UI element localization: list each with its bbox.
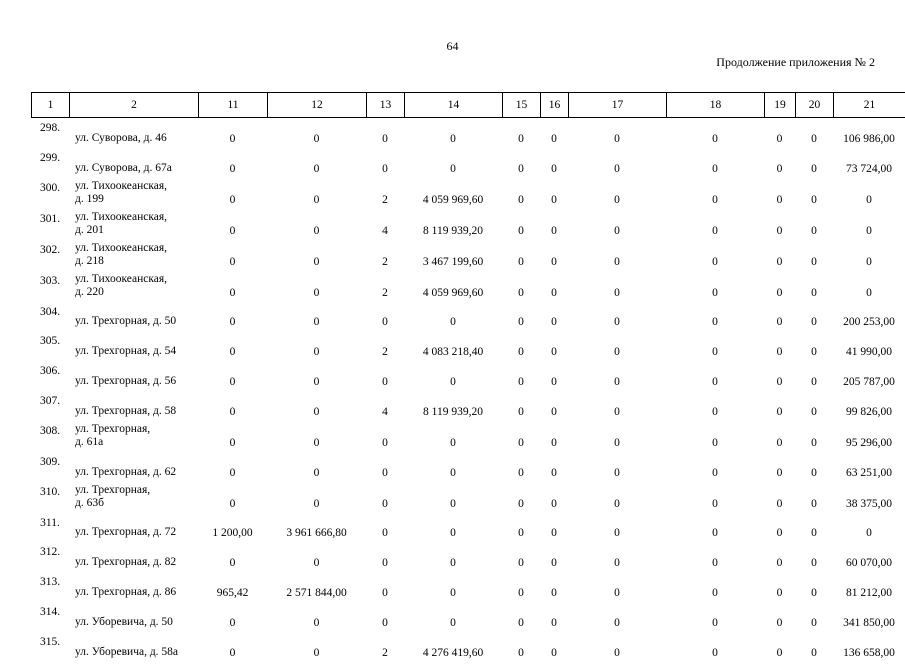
value-cell-14: 8 119 939,20 <box>404 211 502 242</box>
value-cell-11: 0 <box>198 273 267 304</box>
column-header: 20 <box>796 93 834 118</box>
value-cell-13: 2 <box>366 333 404 363</box>
value-cell-18: 0 <box>666 211 764 242</box>
value-cell-16: 0 <box>540 423 568 454</box>
address-cell <box>69 211 198 242</box>
table-row <box>31 393 905 423</box>
value-cell-17: 0 <box>568 273 666 304</box>
value-cell-15: 0 <box>502 574 540 604</box>
value-cell-19: 0 <box>764 273 795 304</box>
value-cell-15: 0 <box>502 604 540 634</box>
value-cell-13: 2 <box>366 180 404 211</box>
address-cell <box>69 515 198 545</box>
value-cell-15: 0 <box>502 120 540 150</box>
value-cell-17: 0 <box>568 180 666 211</box>
value-cell-14: 0 <box>404 574 502 604</box>
value-cell-13: 0 <box>366 120 404 150</box>
table-row <box>31 634 905 664</box>
value-cell-16: 0 <box>540 333 568 363</box>
document-subtitle: Продолжение приложения № 2 <box>716 55 875 70</box>
value-cell-19: 0 <box>764 180 795 211</box>
value-cell-11: 0 <box>198 211 267 242</box>
value-cell-13: 0 <box>366 515 404 545</box>
value-cell-16: 0 <box>540 544 568 574</box>
row-number: 312. <box>31 544 69 574</box>
value-cell-19: 0 <box>764 423 795 454</box>
value-cell-15: 0 <box>502 423 540 454</box>
address-line: д. 201 <box>75 224 198 237</box>
address-line: ул. Тихоокеанская, <box>75 273 198 286</box>
value-cell-21: 95 296,00 <box>833 423 905 454</box>
value-cell-19: 0 <box>764 574 795 604</box>
value-cell-13: 4 <box>366 393 404 423</box>
table-row <box>31 211 905 242</box>
row-number: 298. <box>31 120 69 150</box>
value-cell-12: 0 <box>267 604 366 634</box>
address-line: ул. Уборевича, д. 50 <box>75 616 198 629</box>
value-cell-14: 0 <box>404 363 502 393</box>
address-line: ул. Трехгорная, д. 72 <box>75 526 198 539</box>
value-cell-13: 2 <box>366 242 404 273</box>
value-cell-13: 0 <box>366 454 404 484</box>
address-line: д. 61а <box>75 436 198 449</box>
value-cell-21: 73 724,00 <box>833 150 905 180</box>
value-cell-21: 41 990,00 <box>833 333 905 363</box>
column-header: 15 <box>503 93 541 118</box>
row-number: 305. <box>31 333 69 363</box>
value-cell-15: 0 <box>502 304 540 334</box>
column-header: 18 <box>667 93 765 118</box>
address-cell <box>69 180 198 211</box>
value-cell-18: 0 <box>666 363 764 393</box>
address-line: д. 218 <box>75 255 198 268</box>
value-cell-17: 0 <box>568 484 666 515</box>
address-cell <box>69 273 198 304</box>
value-cell-12: 0 <box>267 393 366 423</box>
value-cell-21: 0 <box>833 211 905 242</box>
address-line: ул. Трехгорная, д. 86 <box>75 586 198 599</box>
value-cell-15: 0 <box>502 515 540 545</box>
value-cell-15: 0 <box>502 242 540 273</box>
value-cell-12: 0 <box>267 423 366 454</box>
value-cell-15: 0 <box>502 544 540 574</box>
value-cell-19: 0 <box>764 363 795 393</box>
value-cell-11: 0 <box>198 180 267 211</box>
value-cell-19: 0 <box>764 604 795 634</box>
header-row <box>32 93 905 118</box>
value-cell-14: 4 083 218,40 <box>404 333 502 363</box>
value-cell-21: 0 <box>833 273 905 304</box>
value-cell-15: 0 <box>502 333 540 363</box>
address-cell <box>69 393 198 423</box>
value-cell-13: 2 <box>366 273 404 304</box>
value-cell-18: 0 <box>666 120 764 150</box>
value-cell-16: 0 <box>540 120 568 150</box>
value-cell-15: 0 <box>502 273 540 304</box>
value-cell-18: 0 <box>666 423 764 454</box>
address-cell <box>69 423 198 454</box>
value-cell-17: 0 <box>568 211 666 242</box>
value-cell-17: 0 <box>568 242 666 273</box>
value-cell-12: 3 961 666,80 <box>267 515 366 545</box>
address-line: ул. Трехгорная, д. 54 <box>75 345 198 358</box>
address-line: ул. Тихоокеанская, <box>75 180 198 193</box>
value-cell-20: 0 <box>795 423 833 454</box>
value-cell-16: 0 <box>540 211 568 242</box>
value-cell-16: 0 <box>540 604 568 634</box>
value-cell-14: 0 <box>404 484 502 515</box>
value-cell-13: 4 <box>366 211 404 242</box>
value-cell-16: 0 <box>540 454 568 484</box>
row-number: 302. <box>31 242 69 273</box>
address-cell <box>69 574 198 604</box>
table-row <box>31 273 905 304</box>
value-cell-21: 106 986,00 <box>833 120 905 150</box>
value-cell-17: 0 <box>568 393 666 423</box>
row-number: 303. <box>31 273 69 304</box>
value-cell-12: 2 571 844,00 <box>267 574 366 604</box>
address-cell <box>69 120 198 150</box>
value-cell-12: 0 <box>267 120 366 150</box>
value-cell-12: 0 <box>267 454 366 484</box>
row-number: 300. <box>31 180 69 211</box>
value-cell-18: 0 <box>666 304 764 334</box>
row-number: 304. <box>31 304 69 334</box>
column-header: 11 <box>199 93 268 118</box>
value-cell-11: 0 <box>198 393 267 423</box>
address-line: ул. Трехгорная, д. 56 <box>75 375 198 388</box>
value-cell-14: 0 <box>404 544 502 574</box>
value-cell-15: 0 <box>502 393 540 423</box>
value-cell-17: 0 <box>568 363 666 393</box>
address-line: ул. Тихоокеанская, <box>75 211 198 224</box>
value-cell-13: 0 <box>366 423 404 454</box>
value-cell-11: 0 <box>198 484 267 515</box>
address-line: ул. Трехгорная, <box>75 484 198 497</box>
table-row <box>31 120 905 150</box>
value-cell-18: 0 <box>666 604 764 634</box>
value-cell-17: 0 <box>568 574 666 604</box>
address-cell <box>69 150 198 180</box>
table-body <box>31 120 905 664</box>
column-header: 12 <box>268 93 367 118</box>
value-cell-21: 341 850,00 <box>833 604 905 634</box>
value-cell-12: 0 <box>267 634 366 664</box>
value-cell-15: 0 <box>502 634 540 664</box>
value-cell-15: 0 <box>502 484 540 515</box>
column-header: 14 <box>405 93 503 118</box>
value-cell-14: 0 <box>404 604 502 634</box>
table-row <box>31 304 905 334</box>
value-cell-15: 0 <box>502 363 540 393</box>
value-cell-18: 0 <box>666 515 764 545</box>
value-cell-11: 0 <box>198 423 267 454</box>
table-row <box>31 484 905 515</box>
value-cell-20: 0 <box>795 242 833 273</box>
value-cell-20: 0 <box>795 454 833 484</box>
row-number: 309. <box>31 454 69 484</box>
value-cell-21: 38 375,00 <box>833 484 905 515</box>
value-cell-13: 0 <box>366 363 404 393</box>
value-cell-11: 0 <box>198 304 267 334</box>
value-cell-17: 0 <box>568 423 666 454</box>
address-line: д. 220 <box>75 286 198 299</box>
table-row <box>31 574 905 604</box>
value-cell-20: 0 <box>795 574 833 604</box>
value-cell-18: 0 <box>666 393 764 423</box>
column-header: 17 <box>569 93 667 118</box>
value-cell-19: 0 <box>764 120 795 150</box>
value-cell-14: 4 059 969,60 <box>404 273 502 304</box>
table-row <box>31 544 905 574</box>
value-cell-14: 0 <box>404 423 502 454</box>
value-cell-18: 0 <box>666 484 764 515</box>
value-cell-21: 136 658,00 <box>833 634 905 664</box>
value-cell-13: 0 <box>366 150 404 180</box>
address-line: д. 63б <box>75 497 198 510</box>
value-cell-14: 0 <box>404 515 502 545</box>
value-cell-17: 0 <box>568 515 666 545</box>
address-cell <box>69 604 198 634</box>
value-cell-19: 0 <box>764 515 795 545</box>
value-cell-15: 0 <box>502 180 540 211</box>
value-cell-20: 0 <box>795 120 833 150</box>
table-row <box>31 454 905 484</box>
value-cell-14: 0 <box>404 304 502 334</box>
value-cell-13: 2 <box>366 634 404 664</box>
table-row <box>31 515 905 545</box>
page-number: 64 <box>0 39 905 54</box>
value-cell-20: 0 <box>795 604 833 634</box>
value-cell-16: 0 <box>540 634 568 664</box>
address-cell <box>69 544 198 574</box>
value-cell-14: 8 119 939,20 <box>404 393 502 423</box>
value-cell-20: 0 <box>795 273 833 304</box>
value-cell-21: 205 787,00 <box>833 363 905 393</box>
value-cell-11: 0 <box>198 604 267 634</box>
value-cell-17: 0 <box>568 544 666 574</box>
value-cell-11: 0 <box>198 363 267 393</box>
value-cell-15: 0 <box>502 150 540 180</box>
value-cell-12: 0 <box>267 211 366 242</box>
column-header: 2 <box>70 93 199 118</box>
address-cell <box>69 634 198 664</box>
value-cell-18: 0 <box>666 544 764 574</box>
value-cell-11: 0 <box>198 634 267 664</box>
value-cell-19: 0 <box>764 333 795 363</box>
column-header: 1 <box>32 93 70 118</box>
row-number: 299. <box>31 150 69 180</box>
table-row <box>31 150 905 180</box>
value-cell-17: 0 <box>568 333 666 363</box>
value-cell-14: 0 <box>404 120 502 150</box>
value-cell-18: 0 <box>666 454 764 484</box>
value-cell-20: 0 <box>795 333 833 363</box>
row-number: 315. <box>31 634 69 664</box>
value-cell-18: 0 <box>666 333 764 363</box>
value-cell-16: 0 <box>540 515 568 545</box>
value-cell-20: 0 <box>795 393 833 423</box>
value-cell-13: 0 <box>366 304 404 334</box>
value-cell-19: 0 <box>764 484 795 515</box>
value-cell-12: 0 <box>267 544 366 574</box>
address-cell <box>69 363 198 393</box>
value-cell-21: 0 <box>833 515 905 545</box>
value-cell-16: 0 <box>540 150 568 180</box>
value-cell-11: 0 <box>198 454 267 484</box>
address-cell <box>69 304 198 334</box>
address-line: ул. Трехгорная, <box>75 423 198 436</box>
value-cell-17: 0 <box>568 150 666 180</box>
value-cell-12: 0 <box>267 150 366 180</box>
value-cell-20: 0 <box>795 150 833 180</box>
value-cell-12: 0 <box>267 304 366 334</box>
value-cell-20: 0 <box>795 544 833 574</box>
value-cell-13: 0 <box>366 574 404 604</box>
value-cell-17: 0 <box>568 304 666 334</box>
address-line: ул. Суворова, д. 46 <box>75 132 198 145</box>
value-cell-11: 0 <box>198 333 267 363</box>
address-line: ул. Трехгорная, д. 50 <box>75 315 198 328</box>
row-number: 307. <box>31 393 69 423</box>
value-cell-15: 0 <box>502 211 540 242</box>
value-cell-21: 99 826,00 <box>833 393 905 423</box>
value-cell-12: 0 <box>267 180 366 211</box>
value-cell-16: 0 <box>540 484 568 515</box>
value-cell-11: 965,42 <box>198 574 267 604</box>
value-cell-18: 0 <box>666 634 764 664</box>
address-line: д. 199 <box>75 193 198 206</box>
value-cell-16: 0 <box>540 180 568 211</box>
value-cell-11: 0 <box>198 120 267 150</box>
value-cell-17: 0 <box>568 454 666 484</box>
table-row <box>31 363 905 393</box>
table-row <box>31 423 905 454</box>
value-cell-19: 0 <box>764 544 795 574</box>
value-cell-21: 81 212,00 <box>833 574 905 604</box>
value-cell-17: 0 <box>568 604 666 634</box>
row-number: 308. <box>31 423 69 454</box>
table-row <box>31 242 905 273</box>
value-cell-20: 0 <box>795 211 833 242</box>
value-cell-18: 0 <box>666 242 764 273</box>
value-cell-17: 0 <box>568 120 666 150</box>
value-cell-16: 0 <box>540 393 568 423</box>
value-cell-19: 0 <box>764 211 795 242</box>
value-cell-16: 0 <box>540 363 568 393</box>
value-cell-17: 0 <box>568 634 666 664</box>
data-table <box>31 120 905 664</box>
value-cell-11: 0 <box>198 242 267 273</box>
value-cell-21: 0 <box>833 242 905 273</box>
row-number: 306. <box>31 363 69 393</box>
value-cell-21: 63 251,00 <box>833 454 905 484</box>
table-row <box>31 333 905 363</box>
value-cell-19: 0 <box>764 150 795 180</box>
value-cell-19: 0 <box>764 393 795 423</box>
value-cell-14: 0 <box>404 150 502 180</box>
column-header: 21 <box>834 93 905 118</box>
value-cell-14: 4 059 969,60 <box>404 180 502 211</box>
table-row <box>31 604 905 634</box>
value-cell-12: 0 <box>267 273 366 304</box>
value-cell-14: 0 <box>404 454 502 484</box>
address-line: ул. Трехгорная, д. 82 <box>75 556 198 569</box>
column-number-header <box>31 92 905 118</box>
value-cell-12: 0 <box>267 242 366 273</box>
address-cell <box>69 242 198 273</box>
value-cell-11: 1 200,00 <box>198 515 267 545</box>
value-cell-18: 0 <box>666 150 764 180</box>
value-cell-18: 0 <box>666 180 764 211</box>
address-line: ул. Трехгорная, д. 58 <box>75 405 198 418</box>
value-cell-18: 0 <box>666 574 764 604</box>
address-line: ул. Уборевича, д. 58а <box>75 646 198 659</box>
row-number: 301. <box>31 211 69 242</box>
address-cell <box>69 484 198 515</box>
value-cell-12: 0 <box>267 333 366 363</box>
row-number: 313. <box>31 574 69 604</box>
value-cell-14: 3 467 199,60 <box>404 242 502 273</box>
address-line: ул. Трехгорная, д. 62 <box>75 466 198 479</box>
value-cell-16: 0 <box>540 574 568 604</box>
value-cell-11: 0 <box>198 544 267 574</box>
value-cell-19: 0 <box>764 304 795 334</box>
value-cell-12: 0 <box>267 363 366 393</box>
value-cell-13: 0 <box>366 484 404 515</box>
row-number: 310. <box>31 484 69 515</box>
value-cell-20: 0 <box>795 484 833 515</box>
value-cell-19: 0 <box>764 454 795 484</box>
row-number: 314. <box>31 604 69 634</box>
value-cell-19: 0 <box>764 242 795 273</box>
value-cell-18: 0 <box>666 273 764 304</box>
value-cell-16: 0 <box>540 242 568 273</box>
value-cell-13: 0 <box>366 544 404 574</box>
value-cell-20: 0 <box>795 180 833 211</box>
value-cell-21: 200 253,00 <box>833 304 905 334</box>
address-cell <box>69 333 198 363</box>
value-cell-13: 0 <box>366 604 404 634</box>
column-header: 13 <box>367 93 405 118</box>
column-header: 19 <box>765 93 796 118</box>
table-row <box>31 180 905 211</box>
value-cell-19: 0 <box>764 634 795 664</box>
value-cell-20: 0 <box>795 304 833 334</box>
value-cell-21: 60 070,00 <box>833 544 905 574</box>
value-cell-16: 0 <box>540 304 568 334</box>
value-cell-20: 0 <box>795 634 833 664</box>
column-header: 16 <box>541 93 569 118</box>
value-cell-14: 4 276 419,60 <box>404 634 502 664</box>
value-cell-20: 0 <box>795 363 833 393</box>
value-cell-15: 0 <box>502 454 540 484</box>
row-number: 311. <box>31 515 69 545</box>
value-cell-20: 0 <box>795 515 833 545</box>
address-line: ул. Суворова, д. 67а <box>75 162 198 175</box>
value-cell-11: 0 <box>198 150 267 180</box>
value-cell-21: 0 <box>833 180 905 211</box>
value-cell-16: 0 <box>540 273 568 304</box>
address-cell <box>69 454 198 484</box>
address-line: ул. Тихоокеанская, <box>75 242 198 255</box>
value-cell-12: 0 <box>267 484 366 515</box>
